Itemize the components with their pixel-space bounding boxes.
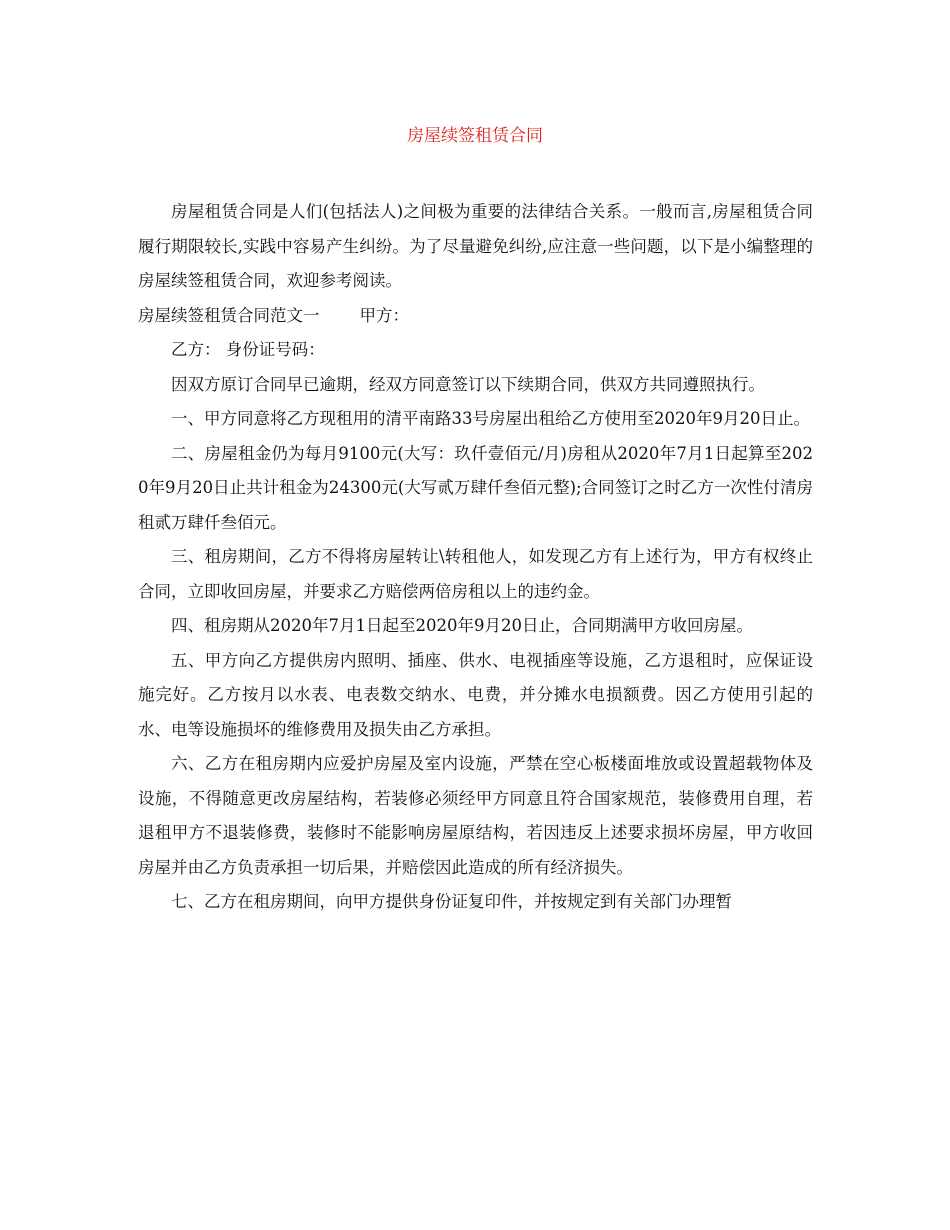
sample-heading-line — [138, 299, 813, 334]
document-title: 房屋续签租赁合同 — [407, 126, 543, 146]
intro-paragraph: 房屋租赁合同是人们(包括法人)之间极为重要的法律结合关系。一般而言,房屋租赁合同履行期限较长,实践中容易产生纠纷。为了尽量避免纠纷,应注意一些问题，以下是小编整理的房屋续签租赁合同，欢迎参考阅读。 — [138, 202, 813, 290]
clause-7: 七、乙方在租房期间，向甲方提供身份证复印件，并按规定到有关部门办理暂 — [171, 892, 732, 911]
party-b-line: 乙方： 身份证号码： — [171, 340, 325, 359]
preamble-paragraph: 因双方原订合同早已逾期，经双方同意签订以下续期合同，供双方共同遵照执行。 — [171, 374, 765, 394]
clause-1: 一、甲方同意将乙方现租用的清平南路33号房屋出租给乙方使用至2020年9月20日止。 — [171, 409, 810, 428]
party-a-label: 甲方： — [359, 305, 409, 325]
document-body — [138, 195, 813, 920]
clause-6: 六、乙方在租房期内应爱护房屋及室内设施，严禁在空心板楼面堆放或设置超载物体及设施，不得随意更改房屋结构，若装修必须经甲方同意且符合国家规范，装修费用自理，若退租甲方不退装修费，装修时不能影响房屋原结构，若因违反上述要求损坏房屋，甲方收回房屋并由乙方负责承担一切后果，并赔偿因此造成的所有经济损失。 — [138, 754, 813, 877]
clause-4: 四、租房期从2020年7月1日起至2020年9月20日止，合同期满甲方收回房屋。 — [171, 616, 753, 635]
clause-5: 五、甲方向乙方提供房内照明、插座、供水、电视插座等设施，乙方退租时，应保证设施完好。乙方按月以水表、电表数交纳水、电费，并分摊水电损额费。因乙方使用引起的水、电等设施损坏的维修费用及损失由乙方承担。 — [138, 650, 813, 739]
sample-heading: 房屋续签租赁合同范文一 — [138, 305, 320, 325]
clause-3: 三、租房期间，乙方不得将房屋转让\转租他人，如发现乙方有上述行为，甲方有权终止合同，立即收回房屋，并要求乙方赔偿两倍房租以上的违约金。 — [138, 547, 813, 601]
clause-2: 二、房屋租金仍为每月9100元(大写：玖仟壹佰元/月)房租从2020年7月1日起算至2020年9月20日止共计租金为24300元(大写贰万肆仟叁佰元整);合同签订之时乙方一次性付清房租贰万肆仟叁佰元。 — [138, 443, 813, 532]
